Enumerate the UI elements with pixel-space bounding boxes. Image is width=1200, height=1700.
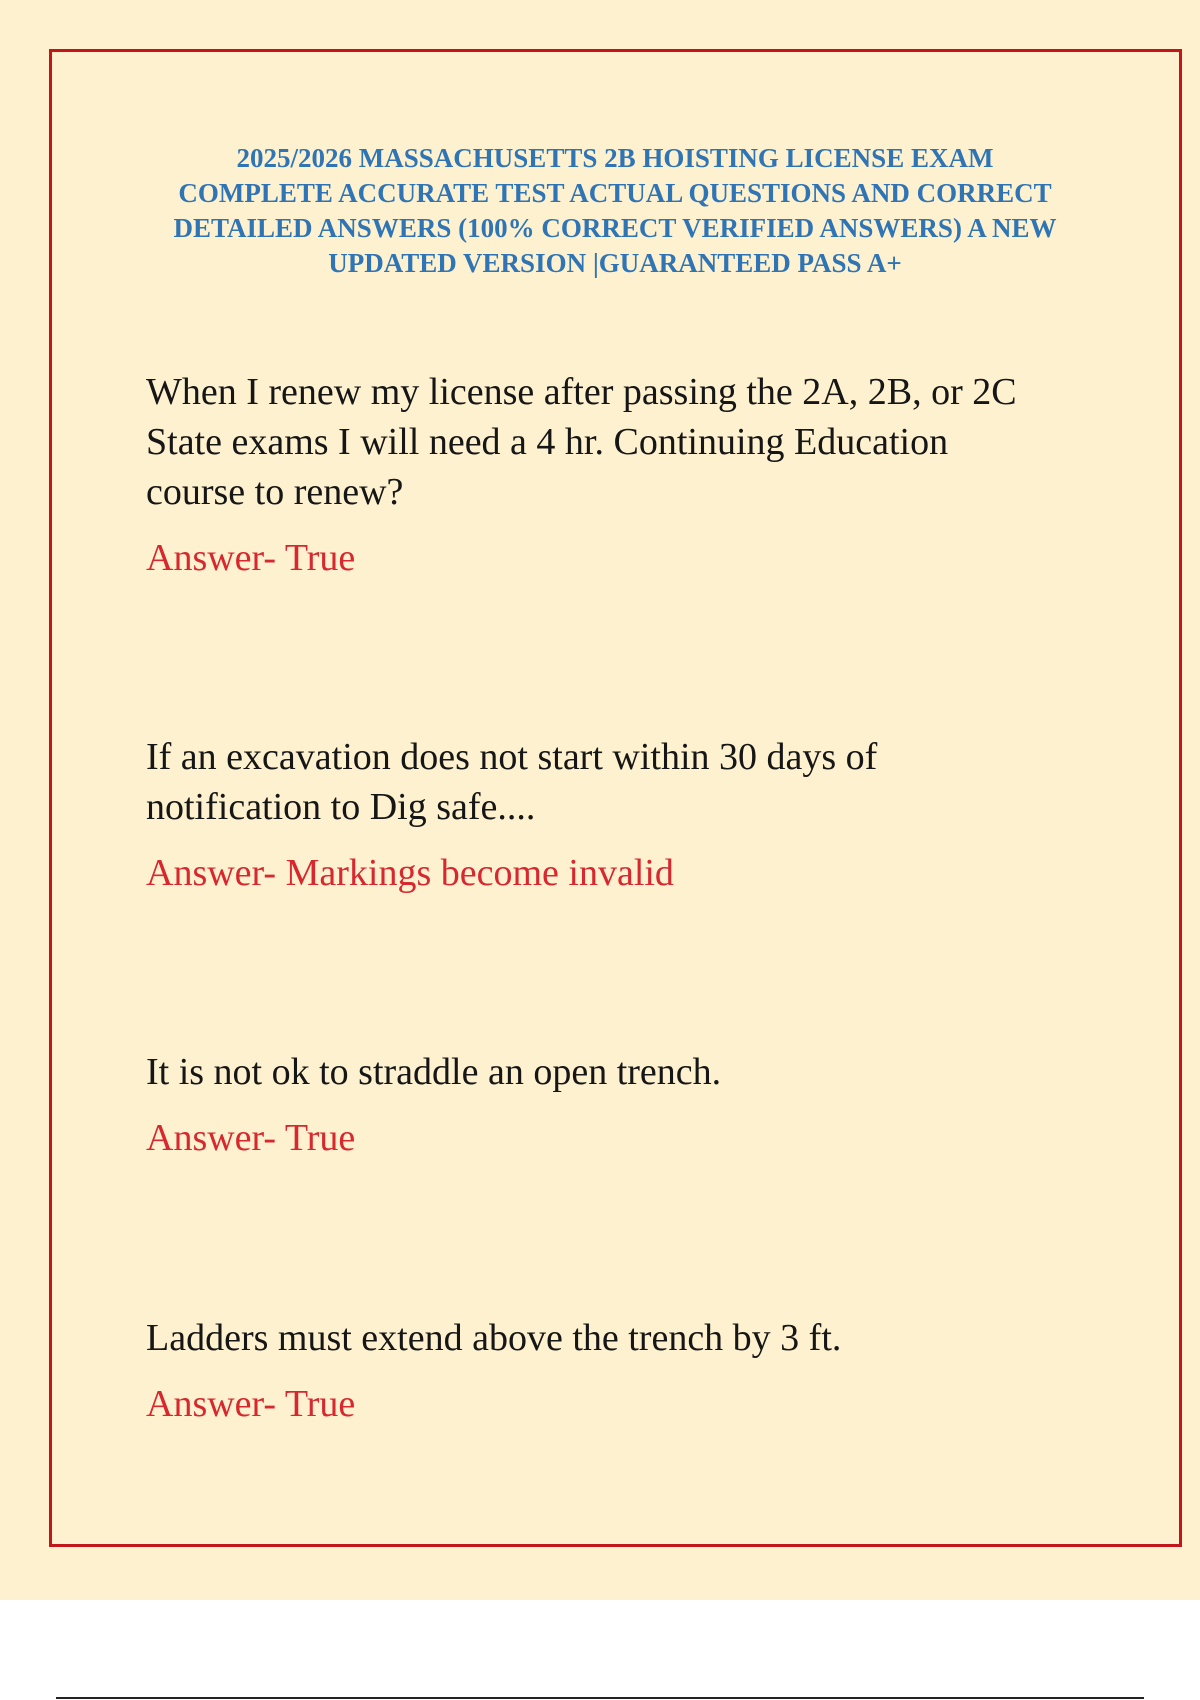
- question-text: [146, 1047, 1106, 1097]
- question-block-4: [146, 1313, 1106, 1429]
- answer-text: Answer- True: [146, 1117, 356, 1159]
- question-text: [146, 367, 1106, 517]
- title-line: UPDATED VERSION |GUARANTEED PASS A+: [328, 248, 902, 278]
- document-title: [120, 141, 1110, 281]
- question-block-1: [146, 367, 1106, 583]
- answer-text: Answer- True: [146, 1383, 356, 1425]
- title-line: DETAILED ANSWERS (100% CORRECT VERIFIED ANSWERS) A NEW: [173, 213, 1057, 243]
- question-line: If an excavation does not start within 30 days of: [146, 736, 878, 778]
- footer-divider: [56, 1697, 1144, 1699]
- question-line: When I renew my license after passing the 2A, 2B, or 2C: [146, 371, 1017, 413]
- title-line: 2025/2026 MASSACHUSETTS 2B HOISTING LICENSE EXAM: [236, 143, 994, 173]
- question-text: [146, 1313, 1106, 1363]
- question-block-2: [146, 732, 1106, 898]
- question-line: notification to Dig safe....: [146, 786, 536, 828]
- question-line: course to renew?: [146, 471, 404, 513]
- answer-text: Answer- True: [146, 537, 356, 579]
- title-line: COMPLETE ACCURATE TEST ACTUAL QUESTIONS AND CORRECT: [178, 178, 1052, 208]
- question-block-3: [146, 1047, 1106, 1163]
- question-line: State exams I will need a 4 hr. Continuing Education: [146, 421, 949, 463]
- question-line: Ladders must extend above the trench by 3 ft.: [146, 1317, 842, 1359]
- question-text: [146, 732, 1106, 832]
- answer-text: Answer- Markings become invalid: [146, 852, 674, 894]
- question-line: It is not ok to straddle an open trench.: [146, 1051, 722, 1093]
